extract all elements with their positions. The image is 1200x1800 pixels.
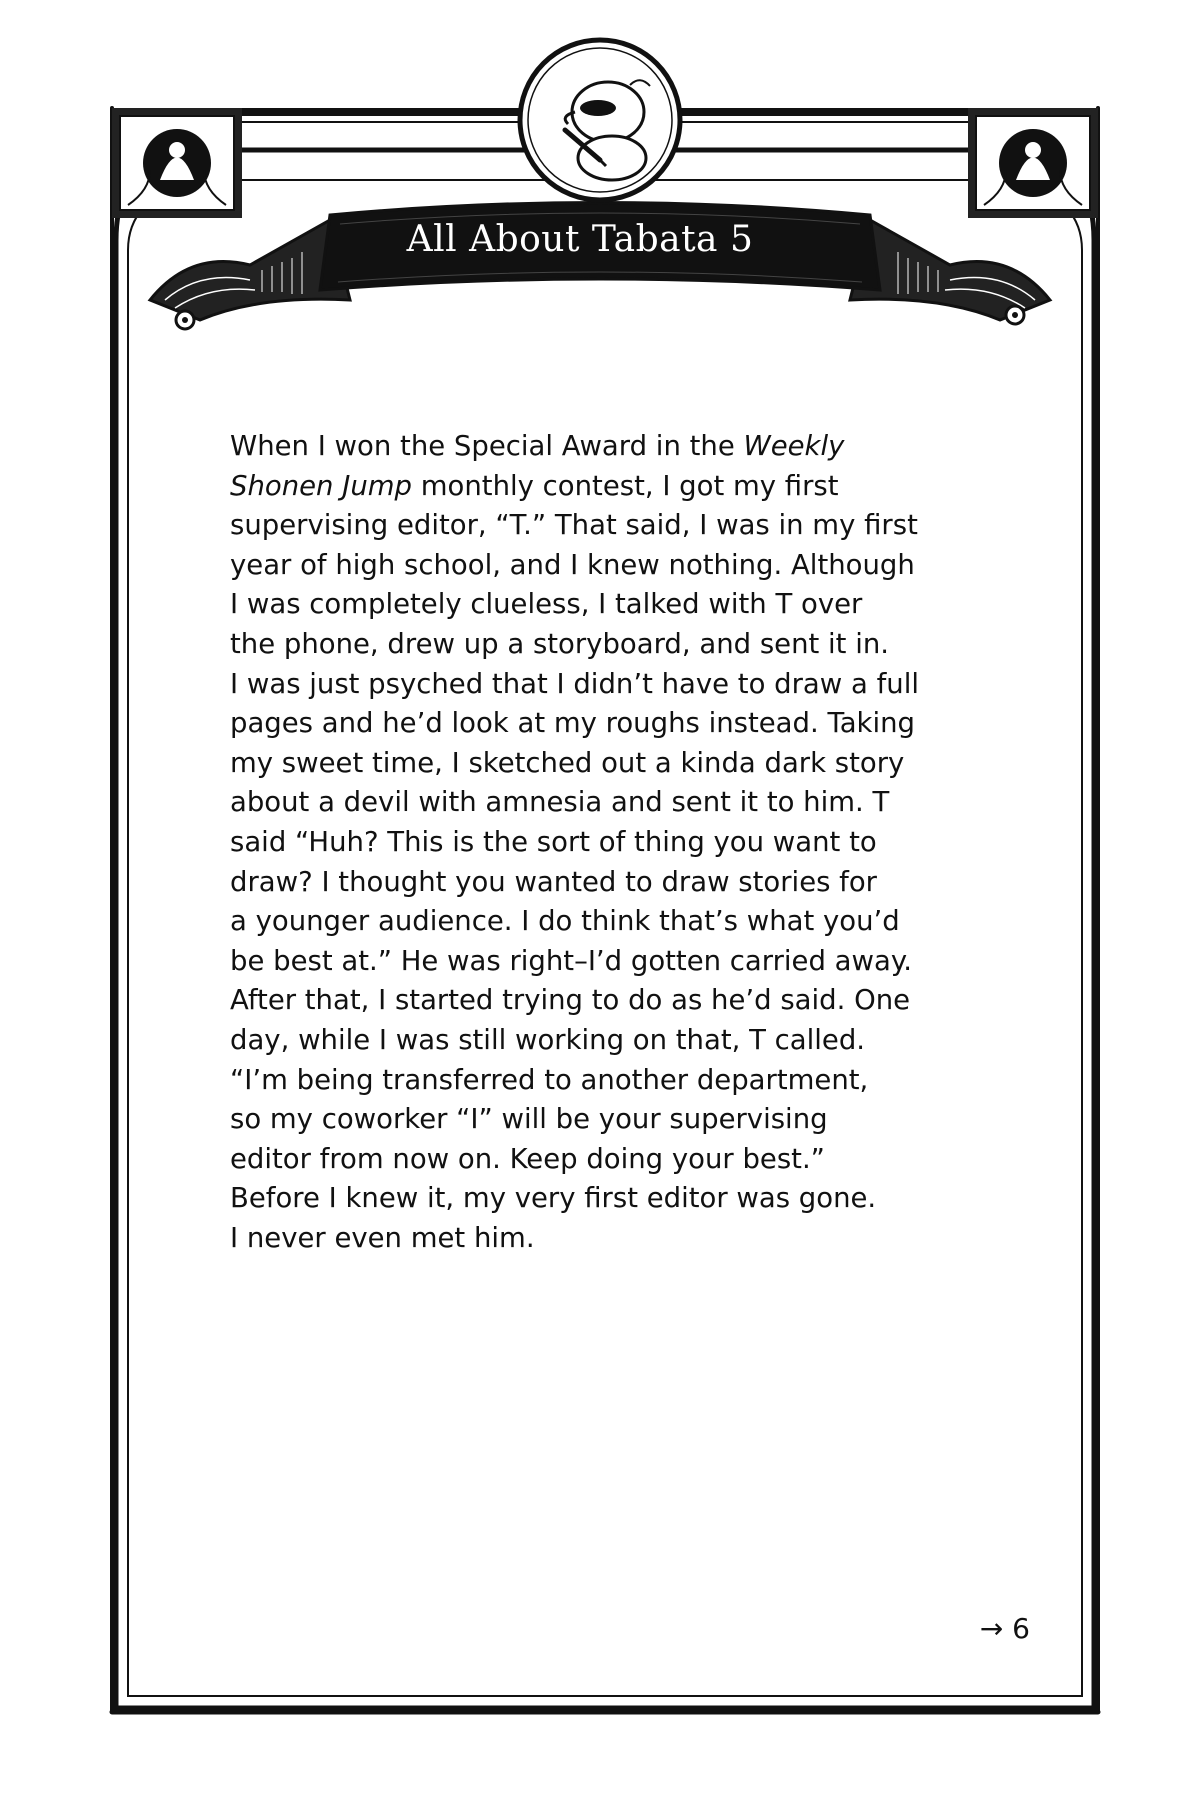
text-line: my sweet time, I sketched out a kinda dark story — [230, 746, 905, 779]
article-body — [230, 427, 990, 1258]
text-line: I was completely clueless, I talked with T over — [230, 588, 863, 621]
publication-title: Shonen Jump — [230, 469, 413, 502]
text-line: pages and he’d look at my roughs instead. Taking — [230, 707, 916, 740]
text-line: said “Huh? This is the sort of thing you want to — [230, 825, 877, 858]
text-line: editor from now on. Keep doing your best.” — [230, 1142, 825, 1175]
text-line: so my coworker “I” will be your supervising — [230, 1103, 828, 1136]
publication-title: Weekly — [743, 430, 845, 462]
text-line: I was just psyched that I didn’t have to draw a full — [230, 667, 919, 700]
corner-ornament-left — [112, 108, 242, 218]
text-line: Before I knew it, my very first editor was gone. — [230, 1182, 877, 1215]
text-line: Shonen Jump monthly contest, I got my first — [230, 469, 839, 502]
text-line: After that, I started trying to do as he’d said. One — [230, 984, 911, 1017]
text-line: year of high school, and I knew nothing. Although — [230, 548, 915, 581]
duck-with-pen-icon — [520, 40, 680, 200]
text-line: When I won the Special Award in the Weekly — [230, 430, 845, 462]
text-line: the phone, drew up a storyboard, and sent it in. — [230, 627, 890, 660]
text-line: draw? I thought you wanted to draw stories for — [230, 865, 877, 898]
text-line: a younger audience. I do think that’s what you’d — [230, 905, 900, 938]
text-line: supervising editor, “T.” That said, I was in my first — [230, 509, 918, 542]
corner-ornament-right — [968, 108, 1098, 218]
text-line: day, while I was still working on that, T called. — [230, 1023, 866, 1056]
page-title: All About Tabata 5 — [406, 219, 754, 260]
text-line: about a devil with amnesia and sent it to him. T — [230, 786, 890, 819]
text-line: I never even met him. — [230, 1221, 535, 1254]
text-line: “I’m being transferred to another department, — [230, 1063, 869, 1096]
text-line: be best at.” He was right–I’d gotten carried away. — [230, 944, 912, 977]
continue-marker: → 6 — [979, 1612, 1030, 1645]
